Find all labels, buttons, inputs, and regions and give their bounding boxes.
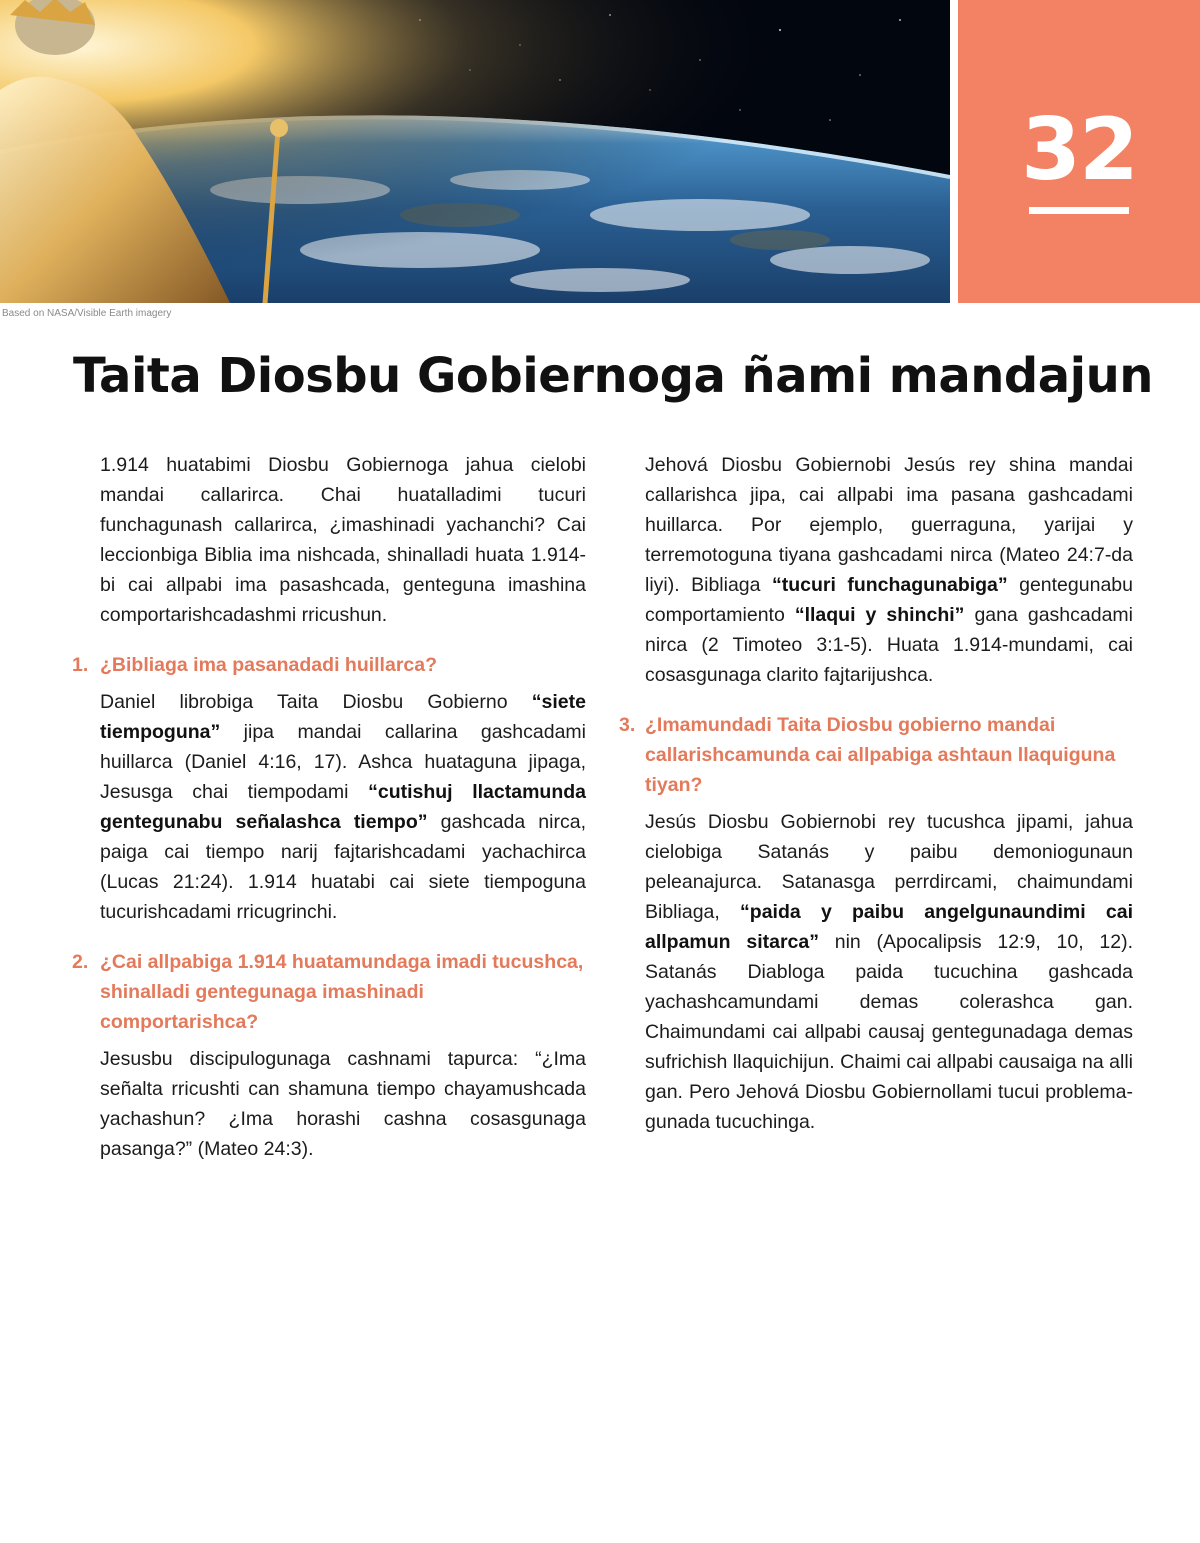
hero-image	[0, 0, 950, 303]
question-number: 3.	[619, 714, 636, 736]
lesson-number-underline	[1029, 207, 1129, 214]
image-credit: Based on NASA/Visible Earth imagery	[2, 308, 172, 319]
answer-paragraph-3: Jesús Diosbu Gobiernobi rey tucushca jipami, jahua cielobiga Satanás y paibu demoniogunaun peleanajurca. Satanasga perrdircami, chaimundami Bibliaga, “paida y paibu angelgunaundimi cai allpamun sitarca” nin (Apocalipsis 12:9, 10, 12). Satanás Diabloga paida tucuchina gashcada yachashcamundami demas colerashca gan. Chaimundami cai allpabi causaj gentegunadaga demas sufrichish llaquichijun. Chaimi cai allpabi causaiga na alli gan. Pero Jehová Diosbu Gobiernollami tucui problemagunada tucuchinga.	[645, 811, 1133, 1133]
lesson-number: 32	[1021, 100, 1137, 200]
question-3	[619, 710, 1133, 800]
answer-paragraph-1: Daniel librobiga Taita Diosbu Gobierno “siete tiempoguna” jipa mandai callarina gashcadami huillarca (Daniel 4:16, 17). Ashca huataguna jipaga, Jesusga chai tiempodami “cutishuj llactamunda gentegunabu señalashca tiempo” gashcada nirca, paiga cai tiempo narij fajtarishcadami yachachirca (Lucas 21:24). 1.914 huatabi cai siete tiempoguna tucurishcadami rricugrinchi.	[100, 691, 587, 923]
question-text: ¿Imamundadi Taita Diosbu gobierno mandai callarishcamunda cai allpabiga ashtaun llaquiguna tiyan?	[645, 714, 1116, 796]
page-title: Taita Diosbu Gobiernoga ñami mandajun	[73, 348, 1153, 404]
question-text: ¿Cai allpabiga 1.914 huatamundaga imadi tucushca, shinalladi gentegunaga imashinadi comportarishca?	[100, 951, 584, 1033]
question-number: 2.	[72, 951, 89, 973]
question-text: ¿Bibliaga ima pasanadadi huillarca?	[100, 654, 438, 676]
earth-from-space-illustration	[0, 0, 950, 303]
question-1	[72, 650, 586, 680]
answer-paragraph-2-part-2: Jehová Diosbu Gobiernobi Jesús rey shina mandai callarishca jipa, cai allpabi ima pasana gashcadami huillarca. Por ejemplo, guerraguna, yarijai y terremotoguna tiyana gashcadami nirca (Mateo 24:7-da liyi). Bibliaga “tucuri funchagunabiga” gentegunabu comportamiento “llaqui y shinchi” gana gashcadami nirca (2 Timoteo 3:1-5). Huata 1.914-mundami, cai cosasgunaga clarito fajtarijushca.	[645, 454, 1133, 686]
lesson-number-panel	[958, 0, 1200, 303]
answer-paragraph-2-part-1: Jesusbu discipulogunaga cashnami tapurca: “¿Ima señalta rricushti can shamuna tiempo chayamushcada yachashun? ¿Ima horashi cashna cosasgunaga pasanga?” (Mateo 24:3).	[100, 1048, 586, 1160]
question-2	[72, 947, 586, 1037]
question-number: 1.	[72, 654, 89, 676]
right-column	[619, 450, 1133, 1137]
intro-paragraph: 1.914 huatabimi Diosbu Gobiernoga jahua cielobi mandai callarirca. Chai huatalladimi tucuri funchagunash callarirca, ¿imashinadi yachanchi? Cai leccionbiga Biblia ima nishcada, shinalladi huata 1.914-bi cai allpabi ima pasashcada, genteguna imashina comportarishcadashmi rricushun.	[100, 454, 586, 626]
left-column	[72, 450, 587, 1164]
